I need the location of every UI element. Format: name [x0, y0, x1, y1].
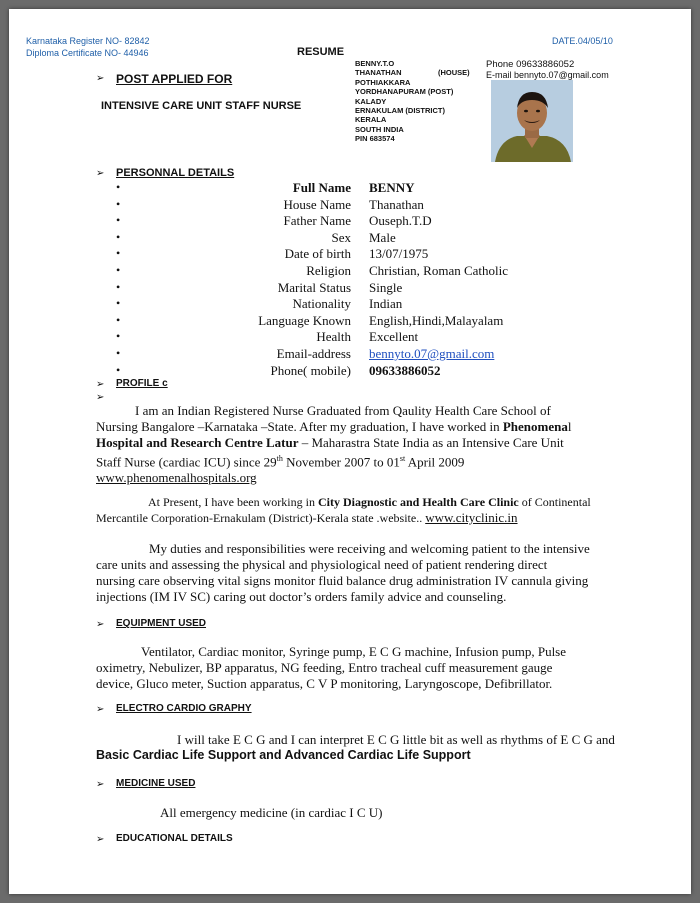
arrow-bullet-icon: ➢	[96, 834, 105, 845]
bullet-icon: •	[116, 196, 121, 211]
bullet-icon: •	[116, 362, 121, 377]
post-position: INTENSIVE CARE UNIT STAFF NURSE	[101, 100, 302, 112]
personal-value: 13/07/1975	[369, 246, 429, 262]
bullet-icon: •	[116, 263, 121, 277]
address-line: THANATHAN (HOUSE)	[355, 68, 470, 78]
address-block	[355, 59, 470, 144]
personal-label: Father Name	[283, 213, 351, 229]
personal-value: Male	[369, 229, 396, 245]
resume-date: DATE.04/05/10	[552, 36, 613, 46]
profile-paragraph-1: I am an Indian Registered Nurse Graduated from Qaulity Health Care School of Nursing Bangalore –Karnataka –State. After my graduation, I have worked in Phenomenal Hospital and Research Centre Latur – Maharastra State India as an Intensive Care Unit Staff Nurse (cardiac ICU) since 29th November 2007 to 01st April 2009 www.phenomenalhospitals.org	[96, 403, 572, 486]
personal-label: Phone( mobile)	[270, 362, 351, 378]
education-heading: EDUCATIONAL DETAILS	[116, 833, 233, 844]
personal-label: Marital Status	[277, 279, 351, 295]
personal-value: Single	[369, 279, 403, 295]
personal-value: Christian, Roman Catholic	[369, 263, 509, 278]
equipment-heading: EQUIPMENT USED	[116, 618, 207, 629]
personal-label: Date of birth	[284, 246, 351, 262]
personal-details-heading: PERSONNAL DETAILS	[116, 167, 235, 179]
bullet-icon: •	[116, 312, 121, 327]
personal-label: Email-address	[276, 346, 351, 361]
address-line: KERALA	[355, 115, 387, 125]
profile-paragraph-3: My duties and responsibilities were receiving and welcoming patient to the intensive care units and assessing the physical and physiological need of patient rendering direct nursing care observing vital signs monitor fluid balance drug administration IV cannula giving injections (IM IV SC) caring out doctor’s orders family advice and counseling.	[96, 541, 590, 604]
arrow-bullet-icon: ➢	[96, 704, 105, 715]
personal-value: English,Hindi,Malayalam	[369, 312, 504, 328]
personal-label: Sex	[331, 229, 351, 245]
resume-title: RESUME	[297, 46, 345, 58]
profile-paragraph-2: At Present, I have been working in City Diagnostic and Health Care Clinic of Continental Mercantile Corporation-Ernakulam (District)-Kerala state .website.. www.cityclinic.in	[96, 495, 591, 525]
phenomenal-website-link[interactable]: www.phenomenalhospitals.org	[96, 470, 257, 486]
personal-value: Indian	[369, 296, 403, 312]
personal-value: 09633886052	[369, 362, 441, 378]
address-line: KALADY	[355, 96, 387, 106]
personal-value[interactable]: bennyto.07@gmail.com	[369, 346, 495, 361]
arrow-bullet-icon: ➢	[96, 379, 105, 390]
bullet-icon: •	[116, 279, 121, 294]
bullet-icon: •	[116, 246, 121, 261]
address-line: SOUTH INDIA	[355, 124, 404, 134]
contact-email: E-mail bennyto.07@gmail.com	[486, 70, 609, 80]
personal-value: Excellent	[369, 329, 419, 345]
arrow-bullet-icon: ➢	[96, 779, 105, 790]
personal-value: Ouseph.T.D	[369, 213, 432, 229]
bullet-icon: •	[116, 180, 121, 194]
profile-photo	[491, 80, 573, 162]
personal-label: Religion	[306, 263, 351, 278]
address-line: YORDHANAPURAM (POST)	[355, 87, 454, 97]
personal-label: Nationality	[292, 296, 351, 312]
bullet-icon: •	[116, 346, 121, 360]
address-line: ERNAKULAM (DISTRICT)	[355, 106, 445, 116]
arrow-bullet-icon: ➢	[96, 168, 105, 179]
profile-heading: PROFILE c	[116, 378, 168, 389]
address-house-tag: (HOUSE)	[438, 68, 470, 78]
bullet-icon: •	[116, 213, 121, 228]
medicine-line: All emergency medicine (in cardiac I C U)	[160, 805, 383, 820]
medicine-heading: MEDICINE USED	[116, 778, 196, 789]
bullet-icon: •	[116, 296, 121, 311]
address-line: BENNY.T.O	[355, 59, 395, 68]
arrow-bullet-icon: ➢	[96, 392, 105, 403]
personal-label: Health	[316, 329, 351, 345]
personal-label: House Name	[283, 196, 351, 212]
diploma-certificate: Diploma Certificate NO- 44946	[26, 48, 149, 58]
personal-value: BENNY	[369, 180, 415, 195]
arrow-bullet-icon: ➢	[96, 73, 105, 84]
arrow-bullet-icon: ➢	[96, 619, 105, 630]
equipment-paragraph: Ventilator, Cardiac monitor, Syringe pump, E C G machine, Infusion pump, Pulse oximetry, Nebulizer, BP apparatus, NG feeding, Entro tracheal cuff measurement gauge device, Gluco meter, Suction apparatus, C V P monitoring, Laryngoscope, Defibrillator.	[96, 644, 567, 691]
register-number: Karnataka Register NO- 82842	[26, 36, 150, 46]
resume-page	[9, 9, 691, 894]
ecg-line-2: Basic Cardiac Life Support and Advanced Cardiac Life Support	[96, 748, 471, 762]
personal-label: Language Known	[258, 312, 351, 328]
contact-phone: Phone 09633886052	[486, 59, 575, 70]
cityclinic-website-link[interactable]: www.cityclinic.in	[425, 510, 518, 525]
personal-value: Thanathan	[369, 196, 424, 212]
address-line: PIN 683574	[355, 134, 395, 144]
ecg-heading: ELECTRO CARDIO GRAPHY	[116, 703, 252, 714]
ecg-line-1: I will take E C G and I can interpret E C G little bit as well as rhythms of E C G and	[177, 732, 615, 747]
person-portrait-icon	[491, 80, 573, 162]
bullet-icon: •	[116, 329, 121, 344]
personal-label: Full Name	[292, 180, 351, 195]
address-line: POTHIAKKARA	[355, 77, 411, 87]
post-applied-heading: POST APPLIED FOR	[116, 72, 233, 86]
bullet-icon: •	[116, 229, 121, 244]
